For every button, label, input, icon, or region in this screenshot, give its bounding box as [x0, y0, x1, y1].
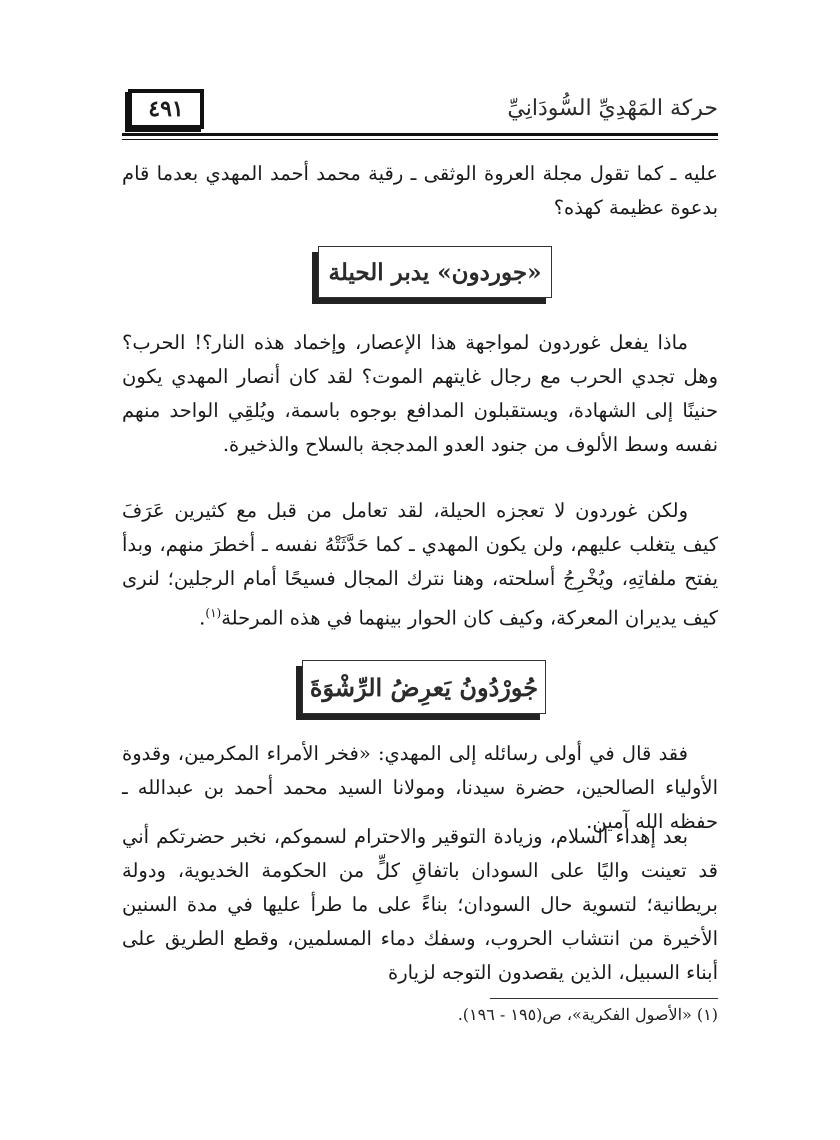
page-number: ٤٩١ — [128, 89, 204, 129]
paragraph-2: ماذا يفعل غوردون لمواجهة هذا الإعصار، وإخماد هذه النار؟! الحرب؟ وهل تجدي الحرب مع رجال غايتهم الموت؟ لقد كان أنصار المهدي يكون حنينًا إلى الشهادة، ويستقبلون المدافع بوجوه باسمة، ويُلقِي الواحد منهم نفسه وسط الألوف من جنود العدو المدججة بالسلاح والذخيرة. — [122, 331, 718, 456]
paragraph-1: عليه ـ كما تقول مجلة العروة الوثقى ـ رقية محمد أحمد المهدي بعدما قام بدعوة عظيمة كهذه؟ — [122, 162, 718, 219]
paragraph-5: بعد إهداء السلام، وزيادة التوقير والاحترام لسموكم، نخبر حضرتكم أني قد تعينت واليًا على السودان باتفاقِ كلٍّ من الحكومة الخديوية، ودولة بريطانية؛ لتسوية حال السودان؛ بناءً على ما طرأ عليها في مدة السنين الأخيرة من انتشاب الحروب، وسفك دماء المسلمين، وقطع الطريق على أبناء السبيل، الذين يقصدون التوجه لزيارة — [122, 825, 718, 984]
header-rule-thin — [122, 139, 718, 140]
paragraph-3-text: ولكن غوردون لا تعجزه الحيلة، لقد تعامل من قبل مع كثيرين عَرَفَ كيف يتغلب عليهم، ولن يكون المهدي ـ كما حَدَّثَتْهُ نفسه ـ أخطرَ منهم، وبدأ يفتح ملفاتِهِ، ويُخْرِجُ أسلحته، وهنا نترك المجال فسيحًا أمام الرجلين؛ لنرى كيف يديران المعركة، وكيف كان الحوار بينهما في هذه المرحلة — [122, 499, 718, 630]
paragraph-3-block — [122, 494, 718, 636]
paragraph-5-block — [122, 820, 718, 990]
section-heading-2: جُورْدُونُ يَعرِضُ الرِّشْوَةَ — [302, 660, 546, 714]
running-title: حركة المَهْدِيِّ السُّودَانِيِّ — [507, 96, 718, 121]
paragraph-1-block — [122, 157, 718, 225]
footnote-rule — [490, 998, 718, 999]
paragraph-3 — [122, 494, 718, 636]
section-heading-1: «جوردون» يدبر الحيلة — [318, 246, 552, 298]
footnote: (١) «الأصول الفكرية»، ص(١٩٥ - ١٩٦). — [457, 1005, 718, 1024]
header-rule — [122, 133, 718, 136]
page-header — [122, 82, 718, 132]
paragraph-4: فقد قال في أولى رسائله إلى المهدي: «فخر الأمراء المكرمين، وقدوة الأولياء الصالحين، حضرة سيدنا، ومولانا السيد محمد أحمد بن عبدالله ـ حفظه الله آمين. — [122, 742, 718, 833]
paragraph-3-end: . — [199, 606, 206, 630]
footnote-reference[interactable]: (١) — [205, 606, 222, 620]
paragraph-2-block — [122, 326, 718, 462]
